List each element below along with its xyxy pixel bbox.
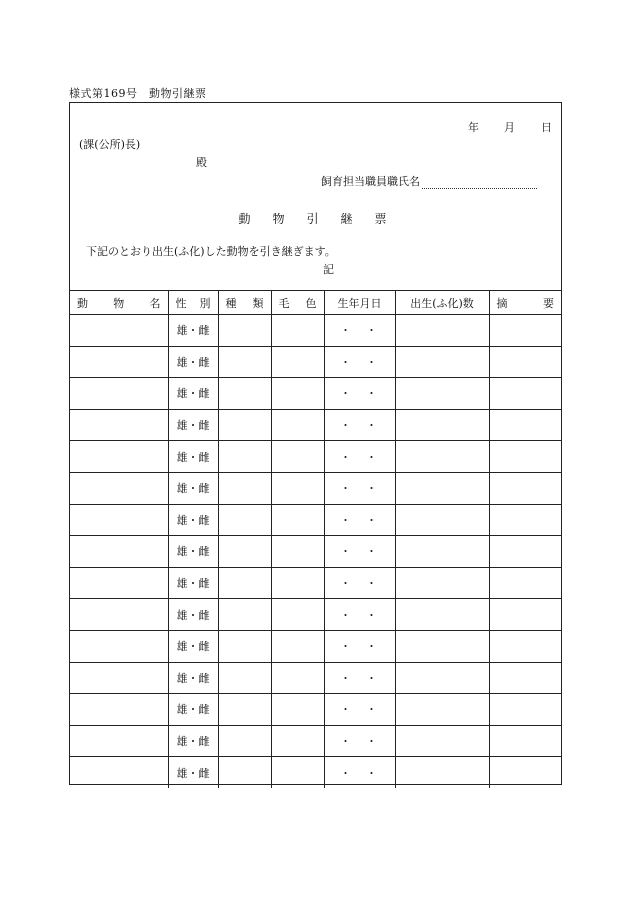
col-species: 種 類 bbox=[218, 291, 271, 315]
remarks-cell[interactable] bbox=[489, 315, 561, 347]
species-cell[interactable] bbox=[218, 694, 271, 726]
table-row bbox=[70, 441, 561, 473]
birth-count-cell[interactable] bbox=[395, 694, 489, 726]
date-year-label: 年 bbox=[468, 121, 479, 134]
sex-cell[interactable]: 雄・雌 bbox=[168, 315, 218, 347]
col-birth-date: 生年月日 bbox=[324, 291, 395, 315]
birth-count-cell[interactable] bbox=[395, 378, 489, 410]
birth-date-cell[interactable]: ・ ・ bbox=[324, 441, 395, 473]
fur-color-cell[interactable] bbox=[271, 504, 324, 536]
table-row bbox=[70, 504, 561, 536]
animal-name-cell[interactable] bbox=[70, 567, 168, 599]
date-day-label: 日 bbox=[541, 121, 552, 134]
species-cell[interactable] bbox=[218, 504, 271, 536]
animal-name-cell[interactable] bbox=[70, 725, 168, 757]
species-cell[interactable] bbox=[218, 441, 271, 473]
birth-count-cell[interactable] bbox=[395, 346, 489, 378]
animal-name-cell[interactable] bbox=[70, 472, 168, 504]
staff-field bbox=[321, 173, 537, 189]
birth-count-cell[interactable] bbox=[395, 441, 489, 473]
table-row bbox=[70, 567, 561, 599]
birth-date-cell[interactable]: ・ ・ bbox=[324, 315, 395, 347]
animal-name-cell[interactable] bbox=[70, 694, 168, 726]
remarks-cell[interactable] bbox=[489, 504, 561, 536]
birth-count-cell[interactable] bbox=[395, 757, 489, 788]
remarks-cell[interactable] bbox=[489, 757, 561, 788]
remarks-cell[interactable] bbox=[489, 662, 561, 694]
remarks-cell[interactable] bbox=[489, 409, 561, 441]
col-remarks: 摘 要 bbox=[489, 291, 561, 315]
remarks-cell[interactable] bbox=[489, 346, 561, 378]
fur-color-cell[interactable] bbox=[271, 599, 324, 631]
document-title: 動物引継票 bbox=[238, 212, 409, 226]
species-cell[interactable] bbox=[218, 662, 271, 694]
body-text: 下記のとおり出生(ふ化)した動物を引き継ぎます。 bbox=[86, 245, 336, 258]
col-fur-color: 毛 色 bbox=[271, 291, 324, 315]
animal-name-cell[interactable] bbox=[70, 315, 168, 347]
date-line bbox=[468, 119, 552, 135]
table-row bbox=[70, 757, 561, 788]
species-cell[interactable] bbox=[218, 757, 271, 788]
fur-color-cell[interactable] bbox=[271, 725, 324, 757]
remarks-cell[interactable] bbox=[489, 630, 561, 662]
honorific-label: 殿 bbox=[196, 156, 207, 169]
table-row bbox=[70, 694, 561, 726]
fur-color-cell[interactable] bbox=[271, 662, 324, 694]
birth-date-cell[interactable]: ・ ・ bbox=[324, 599, 395, 631]
table-row bbox=[70, 315, 561, 347]
birth-count-cell[interactable] bbox=[395, 567, 489, 599]
birth-count-cell[interactable] bbox=[395, 662, 489, 694]
birth-count-cell[interactable] bbox=[395, 315, 489, 347]
fur-color-cell[interactable] bbox=[271, 536, 324, 568]
birth-date-cell[interactable]: ・ ・ bbox=[324, 346, 395, 378]
form-frame bbox=[69, 102, 562, 785]
table-row bbox=[70, 725, 561, 757]
birth-date-cell[interactable]: ・ ・ bbox=[324, 378, 395, 410]
birth-count-cell[interactable] bbox=[395, 725, 489, 757]
fur-color-cell[interactable] bbox=[271, 567, 324, 599]
fur-color-cell[interactable] bbox=[271, 694, 324, 726]
birth-date-cell[interactable]: ・ ・ bbox=[324, 757, 395, 788]
remarks-cell[interactable] bbox=[489, 694, 561, 726]
col-animal-name: 動 物 名 bbox=[70, 291, 168, 315]
fur-color-cell[interactable] bbox=[271, 378, 324, 410]
species-cell[interactable] bbox=[218, 472, 271, 504]
birth-date-cell[interactable]: ・ ・ bbox=[324, 504, 395, 536]
birth-count-cell[interactable] bbox=[395, 409, 489, 441]
birth-date-cell[interactable]: ・ ・ bbox=[324, 662, 395, 694]
animal-table bbox=[70, 291, 561, 788]
remarks-cell[interactable] bbox=[489, 536, 561, 568]
animal-name-cell[interactable] bbox=[70, 630, 168, 662]
species-cell[interactable] bbox=[218, 630, 271, 662]
birth-count-cell[interactable] bbox=[395, 599, 489, 631]
fur-color-cell[interactable] bbox=[271, 630, 324, 662]
remarks-cell[interactable] bbox=[489, 472, 561, 504]
birth-count-cell[interactable] bbox=[395, 536, 489, 568]
recipient-label: (課(公所)長) bbox=[79, 138, 141, 151]
species-cell[interactable] bbox=[218, 536, 271, 568]
form-header bbox=[70, 103, 561, 291]
table-row bbox=[70, 599, 561, 631]
sex-cell[interactable]: 雄・雌 bbox=[168, 378, 218, 410]
fur-color-cell[interactable] bbox=[271, 409, 324, 441]
table-header-row bbox=[70, 291, 561, 315]
species-cell[interactable] bbox=[218, 378, 271, 410]
animal-name-cell[interactable] bbox=[70, 441, 168, 473]
staff-name-line[interactable] bbox=[422, 176, 537, 189]
sex-cell[interactable]: 雄・雌 bbox=[168, 630, 218, 662]
sex-cell[interactable]: 雄・雌 bbox=[168, 662, 218, 694]
table-row bbox=[70, 346, 561, 378]
sex-cell[interactable]: 雄・雌 bbox=[168, 536, 218, 568]
fur-color-cell[interactable] bbox=[271, 472, 324, 504]
species-cell[interactable] bbox=[218, 599, 271, 631]
animal-name-cell[interactable] bbox=[70, 599, 168, 631]
animal-name-cell[interactable] bbox=[70, 536, 168, 568]
sex-cell[interactable]: 雄・雌 bbox=[168, 725, 218, 757]
birth-count-cell[interactable] bbox=[395, 630, 489, 662]
date-month-label: 月 bbox=[504, 121, 515, 134]
remarks-cell[interactable] bbox=[489, 725, 561, 757]
birth-count-cell[interactable] bbox=[395, 504, 489, 536]
ki-label: 記 bbox=[323, 263, 334, 276]
species-cell[interactable] bbox=[218, 346, 271, 378]
animal-name-cell[interactable] bbox=[70, 757, 168, 788]
birth-count-cell[interactable] bbox=[395, 472, 489, 504]
remarks-cell[interactable] bbox=[489, 567, 561, 599]
remarks-cell[interactable] bbox=[489, 441, 561, 473]
birth-date-cell[interactable]: ・ ・ bbox=[324, 725, 395, 757]
form-label: 様式第169号 動物引継票 bbox=[69, 87, 207, 100]
species-cell[interactable] bbox=[218, 315, 271, 347]
birth-date-cell[interactable]: ・ ・ bbox=[324, 567, 395, 599]
table-row bbox=[70, 472, 561, 504]
staff-label: 飼育担当職員職氏名 bbox=[321, 175, 420, 188]
remarks-cell[interactable] bbox=[489, 599, 561, 631]
table-row bbox=[70, 378, 561, 410]
species-cell[interactable] bbox=[218, 409, 271, 441]
table-row bbox=[70, 536, 561, 568]
birth-date-cell[interactable]: ・ ・ bbox=[324, 694, 395, 726]
sex-cell[interactable]: 雄・雌 bbox=[168, 441, 218, 473]
species-cell[interactable] bbox=[218, 567, 271, 599]
birth-date-cell[interactable]: ・ ・ bbox=[324, 409, 395, 441]
animal-name-cell[interactable] bbox=[70, 662, 168, 694]
sex-cell[interactable]: 雄・雌 bbox=[168, 472, 218, 504]
birth-date-cell[interactable]: ・ ・ bbox=[324, 536, 395, 568]
col-birth-count: 出生(ふ化)数 bbox=[395, 291, 489, 315]
sex-cell[interactable]: 雄・雌 bbox=[168, 504, 218, 536]
species-cell[interactable] bbox=[218, 725, 271, 757]
sex-cell[interactable]: 雄・雌 bbox=[168, 757, 218, 788]
birth-date-cell[interactable]: ・ ・ bbox=[324, 630, 395, 662]
table-row bbox=[70, 630, 561, 662]
fur-color-cell[interactable] bbox=[271, 315, 324, 347]
remarks-cell[interactable] bbox=[489, 378, 561, 410]
sex-cell[interactable]: 雄・雌 bbox=[168, 694, 218, 726]
sex-cell[interactable]: 雄・雌 bbox=[168, 599, 218, 631]
fur-color-cell[interactable] bbox=[271, 757, 324, 788]
fur-color-cell[interactable] bbox=[271, 346, 324, 378]
animal-name-cell[interactable] bbox=[70, 504, 168, 536]
sex-cell[interactable]: 雄・雌 bbox=[168, 409, 218, 441]
table-row bbox=[70, 409, 561, 441]
animal-name-cell[interactable] bbox=[70, 346, 168, 378]
animal-name-cell[interactable] bbox=[70, 378, 168, 410]
birth-date-cell[interactable]: ・ ・ bbox=[324, 472, 395, 504]
sex-cell[interactable]: 雄・雌 bbox=[168, 346, 218, 378]
table-row bbox=[70, 662, 561, 694]
animal-name-cell[interactable] bbox=[70, 409, 168, 441]
fur-color-cell[interactable] bbox=[271, 441, 324, 473]
col-sex: 性 別 bbox=[168, 291, 218, 315]
sex-cell[interactable]: 雄・雌 bbox=[168, 567, 218, 599]
